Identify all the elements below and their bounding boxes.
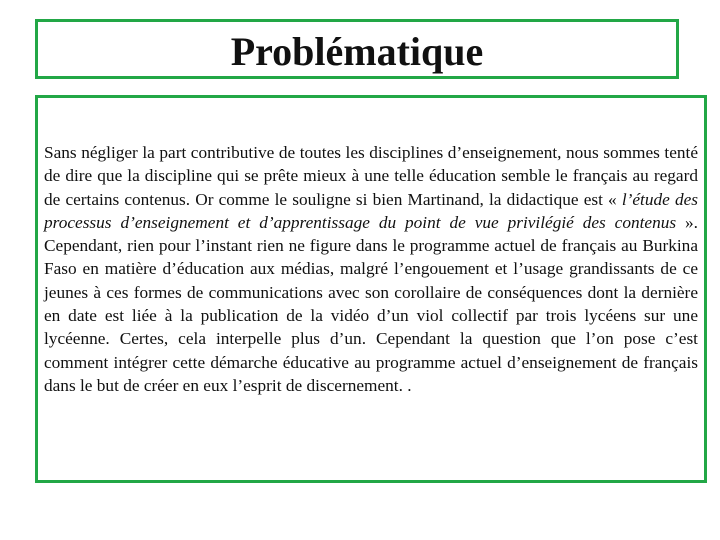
paragraph-part-1: Sans négliger la part contributive de toutes les disciplines d’enseignement, nous sommes tenté de dire que la discipline qui se prête mieux à une telle éducation semble le français au regard de certains contenus. Or comme le souligne si bien Martinand, la didactique est «	[44, 143, 698, 209]
paragraph-part-2: ». Cependant, rien pour l’instant rien ne figure dans le programme actuel de français au Burkina Faso en matière d’éducation aux médias, malgré l’engouement et l’usage grandissants de ce jeunes à ces formes de communications avec son corollaire de conséquences dont la dernière en date est liée à la publication de la vidéo d’un viol collectif par trois lycéens sur une lycéenne. Certes, cela interpelle plus d’un. Cependant la question que l’on pose c’est comment intégrer cette démarche éducative au programme actuel d’enseignement de français dans le but de créer en eux l’esprit de discernement. .	[44, 212, 699, 395]
content-box	[35, 95, 707, 483]
quoted-definition: l’étude des processus d’enseignement et d’apprentissage du point de vue privilégié des contenus	[44, 189, 698, 232]
body-paragraph	[44, 141, 698, 397]
slide-title: Problématique	[230, 29, 484, 74]
title-box	[35, 19, 679, 79]
